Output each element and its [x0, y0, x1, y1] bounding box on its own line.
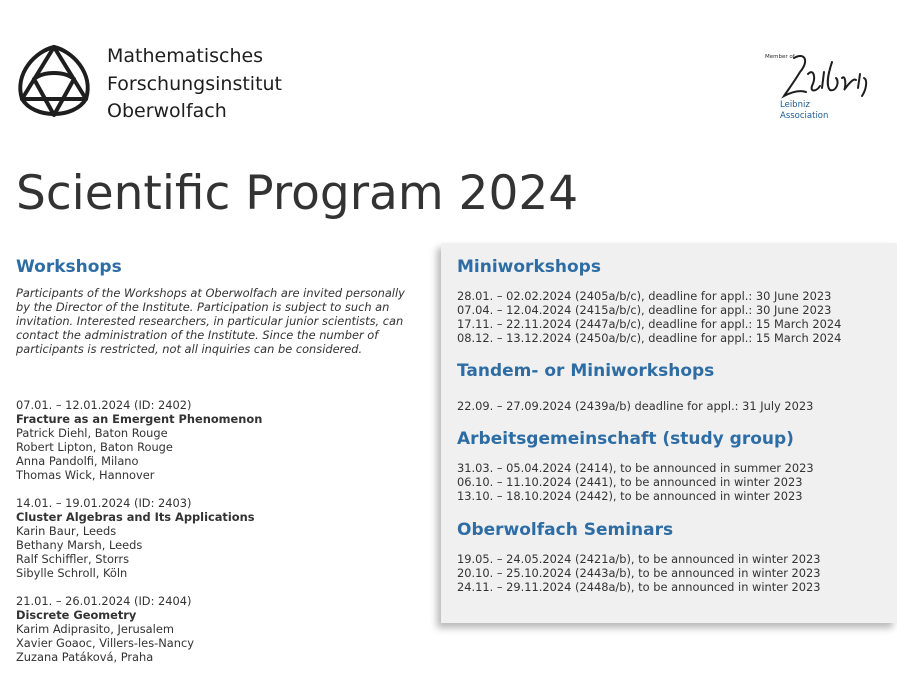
- tandem-section: [457, 359, 813, 413]
- workshop-organizer: Bethany Marsh, Leeds: [16, 538, 143, 552]
- miniworkshop-item: 08.12. – 13.12.2024 (2450a/b/c), deadline for appl.: 15 March 2024: [457, 331, 842, 345]
- miniworkshop-item: 17.11. – 22.11.2024 (2447a/b/c), deadline for appl.: 15 March 2024: [457, 317, 842, 331]
- miniworkshops-list: [457, 289, 841, 345]
- workshop-organizer: Zuzana Patáková, Praha: [16, 650, 154, 664]
- workshops-heading: Workshops: [16, 257, 122, 277]
- workshop-date: 14.01. – 19.01.2024 (ID: 2403): [16, 496, 192, 510]
- leibniz-association-line: Leibniz: [780, 100, 810, 110]
- arbeitsgemeinschaft-list: [457, 461, 814, 503]
- leibniz-member-label: Member of: [765, 54, 795, 60]
- seminar-item: 20.10. – 25.10.2024 (2443a/b), to be announced in winter 2023: [457, 566, 821, 580]
- workshop-organizer: Karin Baur, Leeds: [16, 524, 117, 538]
- miniworkshops-heading: Miniworkshops: [457, 257, 601, 277]
- arbeitsgemeinschaft-item: 31.03. – 05.04.2024 (2414), to be announced in summer 2023: [457, 461, 814, 475]
- arbeitsgemeinschaft-item: 06.10. – 11.10.2024 (2441), to be announced in winter 2023: [457, 475, 803, 489]
- seminars-section: [457, 518, 821, 594]
- workshop-date: 07.01. – 12.01.2024 (ID: 2402): [16, 398, 192, 412]
- page-title: Scientific Program 2024: [16, 166, 579, 221]
- workshop-organizer: Anna Pandolfi, Milano: [16, 454, 139, 468]
- workshop-title[interactable]: Discrete Geometry: [16, 608, 137, 622]
- leibniz-signature-icon: [780, 52, 872, 102]
- workshop-organizer: Xavier Goaoc, Villers-les-Nancy: [16, 636, 194, 650]
- workshop-organizer: Patrick Diehl, Baton Rouge: [16, 426, 168, 440]
- miniworkshop-item: 07.04. – 12.04.2024 (2415a/b/c), deadline for appl.: 30 June 2023: [457, 303, 832, 317]
- institute-name-line: Forschungsinstitut: [107, 72, 283, 95]
- workshop-entry: [16, 398, 421, 482]
- institute-logo[interactable]: [14, 43, 304, 123]
- workshop-title[interactable]: Fracture as an Emergent Phenomenon: [16, 412, 263, 426]
- workshop-date: 21.01. – 26.01.2024 (ID: 2404): [16, 594, 192, 608]
- seminar-item: 24.11. – 29.11.2024 (2448a/b), to be announced in winter 2023: [457, 580, 821, 594]
- workshop-entry: [16, 594, 421, 664]
- workshop-organizer: Ralf Schiffler, Storrs: [16, 552, 130, 566]
- miniworkshop-item: 28.01. – 02.02.2024 (2405a/b/c), deadline for appl.: 30 June 2023: [457, 289, 832, 303]
- other-programs-panel: [441, 243, 897, 623]
- arbeitsgemeinschaft-section: [457, 427, 814, 503]
- workshop-organizer: Sibylle Schroll, Köln: [16, 566, 128, 580]
- workshop-title[interactable]: Cluster Algebras and Its Applications: [16, 510, 255, 524]
- institute-name-line: Mathematisches: [107, 45, 264, 67]
- workshop-organizer: Thomas Wick, Hannover: [16, 468, 155, 482]
- institute-name-line: Oberwolfach: [107, 100, 227, 122]
- miniworkshops-section: [457, 255, 841, 345]
- workshops-intro: Participants of the Workshops at Oberwolfach are invited personally by the Director of the Institute. Participation is subject to such an invitation. Interested researchers, in particular junior scientists, can contact the administration of the Institute. Since the number of participants is restricted, not all inquiries can be considered.: [16, 286, 405, 356]
- workshops-section: [16, 255, 421, 678]
- workshop-list: [16, 398, 421, 664]
- workshop-organizer: Karim Adiprasito, Jerusalem: [16, 622, 174, 636]
- tandem-item: 22.09. – 27.09.2024 (2439a/b) deadline for appl.: 31 July 2023: [457, 399, 814, 413]
- leibniz-logo[interactable]: [764, 52, 874, 127]
- workshop-organizer: Robert Lipton, Baton Rouge: [16, 440, 173, 454]
- seminars-list: [457, 552, 821, 594]
- seminars-heading: Oberwolfach Seminars: [457, 520, 674, 540]
- seminar-item: 19.05. – 24.05.2024 (2421a/b), to be announced in winter 2023: [457, 552, 821, 566]
- tandem-heading: Tandem- or Miniworkshops: [457, 361, 715, 381]
- mfo-logo-icon: [14, 43, 94, 119]
- leibniz-association-line: Association: [780, 111, 829, 121]
- institute-name: [107, 43, 282, 126]
- tandem-list: [457, 399, 813, 413]
- arbeitsgemeinschaft-item: 13.10. – 18.10.2024 (2442), to be announced in winter 2023: [457, 489, 803, 503]
- workshop-entry: [16, 496, 421, 580]
- arbeitsgemeinschaft-heading: Arbeitsgemeinschaft (study group): [457, 429, 794, 449]
- leibniz-association-label: [780, 100, 828, 122]
